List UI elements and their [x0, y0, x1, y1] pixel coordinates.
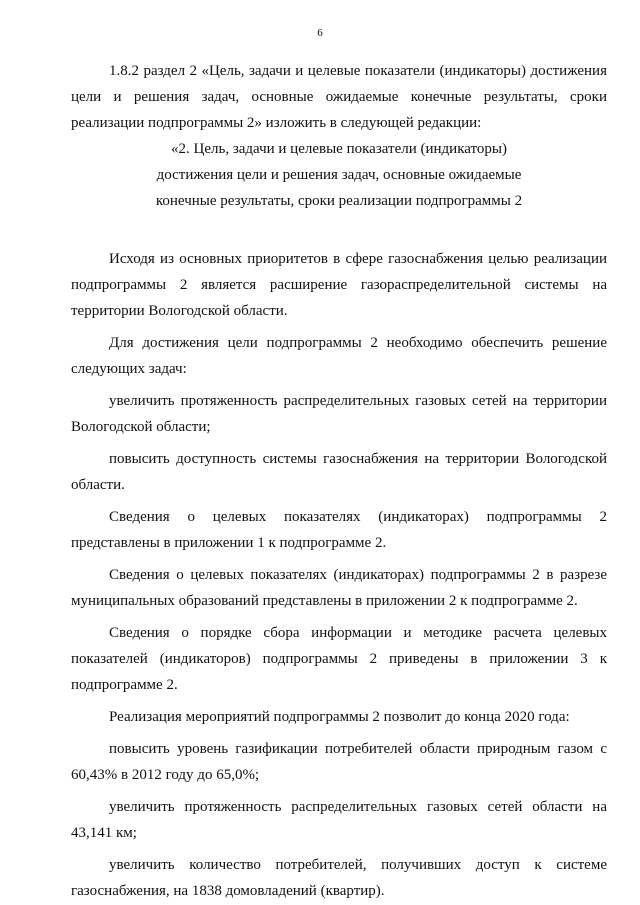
section-heading-line: «2. Цель, задачи и целевые показатели (индикаторы): [171, 141, 507, 157]
spacer: [71, 214, 607, 246]
paragraph-appendix-2: Сведения о целевых показателях (индикаторах) подпрограммы 2 в разрезе муниципальных образований представлены в приложении 2 к подпрограмме 2.: [71, 567, 607, 609]
paragraph-goal: Исходя из основных приоритетов в сфере газоснабжения целью реализации подпрограммы 2 является расширение газораспределительной системы на территории Вологодской области.: [71, 251, 607, 319]
paragraph-task-2: повысить доступность системы газоснабжения на территории Вологодской области.: [71, 451, 607, 493]
paragraph-results-intro: Реализация мероприятий подпрограммы 2 позволит до конца 2020 года:: [109, 709, 570, 725]
paragraph-task-1: увеличить протяженность распределительных газовых сетей на территории Вологодской области;: [71, 393, 607, 435]
intro-paragraph: 1.8.2 раздел 2 «Цель, задачи и целевые показатели (индикаторы) достижения цели и решения задач, основные ожидаемые конечные результаты, сроки реализации подпрограммы 2» изложить в следующей редакции:: [71, 63, 607, 131]
section-heading-line: конечные результаты, сроки реализации подпрограммы 2: [155, 193, 523, 209]
section-heading-line: достижения цели и решения задач, основные ожидаемые: [156, 167, 522, 183]
section-heading: [71, 136, 607, 214]
paragraph-appendix-3: Сведения о порядке сбора информации и методике расчета целевых показателей (индикаторов) подпрограммы 2 приведены в приложении 3 к подпрограмме 2.: [71, 625, 607, 693]
paragraph-result-1: повысить уровень газификации потребителей области природным газом с 60,43% в 2012 году до 65,0%;: [71, 741, 607, 783]
page-number: 6: [317, 27, 323, 39]
paragraph-tasks: Для достижения цели подпрограммы 2 необходимо обеспечить решение следующих задач:: [71, 335, 607, 377]
paragraph-result-3: увеличить количество потребителей, получивших доступ к системе газоснабжения, на 1838 домовладений (квартир).: [71, 857, 607, 899]
paragraph-appendix-1: Сведения о целевых показателях (индикаторах) подпрограммы 2 представлены в приложении 1 к подпрограмме 2.: [71, 509, 607, 551]
document-body: [71, 58, 607, 904]
paragraph-result-2: увеличить протяженность распределительных газовых сетей области на 43,141 км;: [71, 799, 607, 841]
